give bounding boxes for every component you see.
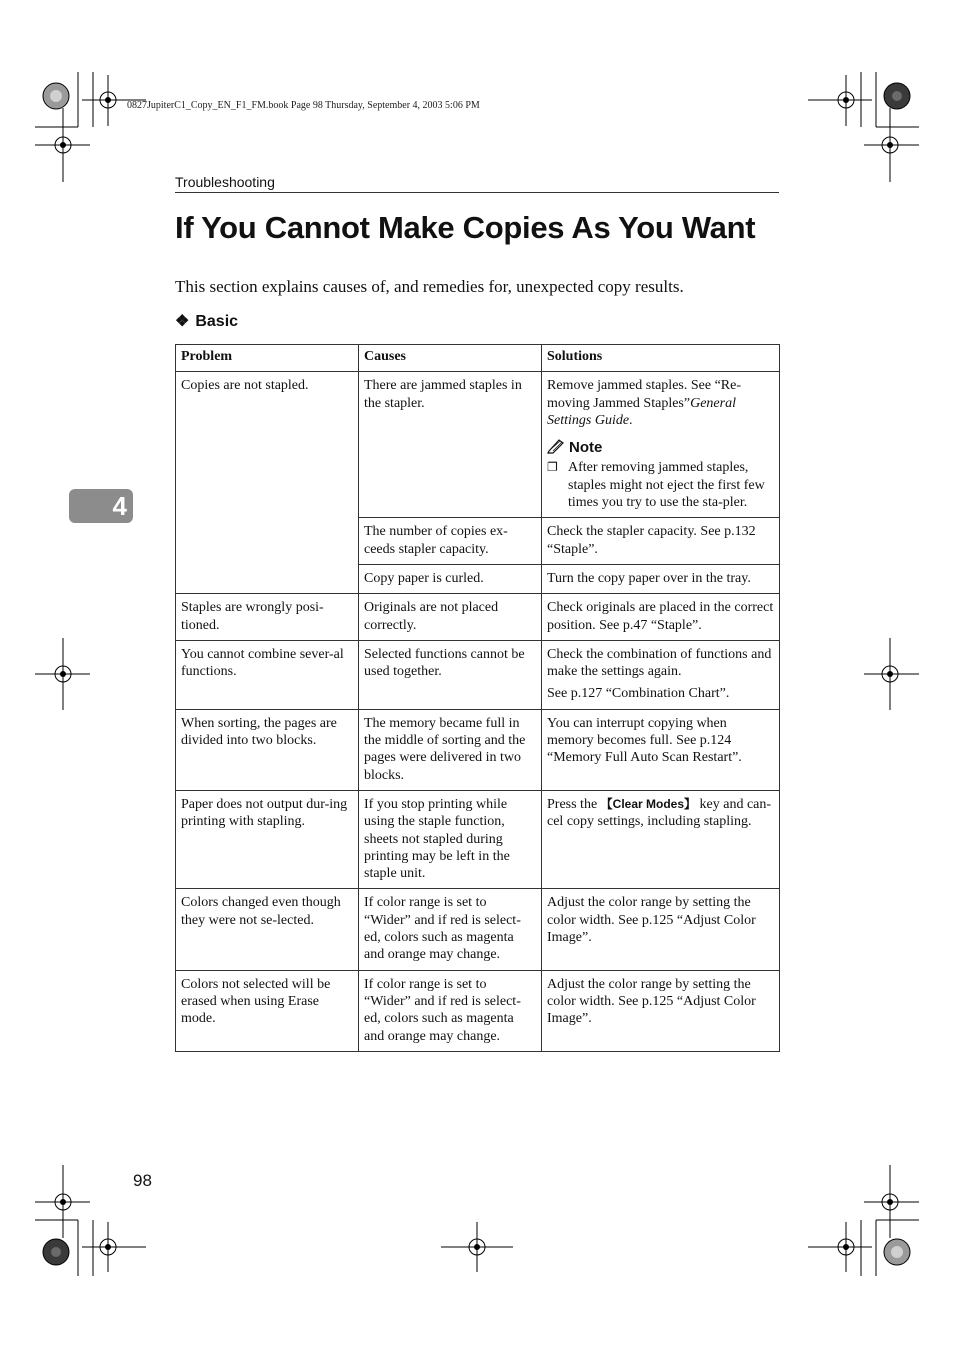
cause-cell: If color range is set to “Wider” and if red is select-ed, colors such as magenta and orange may change. bbox=[359, 889, 542, 970]
chapter-tab: 4 bbox=[69, 489, 133, 523]
header-causes: Causes bbox=[359, 345, 542, 372]
table-row bbox=[176, 790, 780, 888]
table-row bbox=[176, 970, 780, 1051]
cause-cell: There are jammed staples in the stapler. bbox=[359, 372, 542, 518]
solution-cell: Adjust the color range by setting the color width. See p.125 “Adjust Color Image”. bbox=[542, 889, 780, 970]
solution-cell: Check originals are placed in the correct position. See p.47 “Staple”. bbox=[542, 594, 780, 641]
problem-cell: Colors not selected will be erased when using Erase mode. bbox=[176, 970, 359, 1051]
page-number: 98 bbox=[133, 1171, 152, 1190]
page-title: If You Cannot Make Copies As You Want bbox=[175, 210, 756, 245]
cause-cell: If you stop printing while using the staple function, sheets not stapled during printing may be left in the staple unit. bbox=[359, 790, 542, 888]
solution-see-reference: See p.127 “Combination Chart”. bbox=[547, 686, 730, 702]
table-header-row bbox=[176, 345, 780, 372]
problem-cell: Colors changed even though they were not se-lected. bbox=[176, 889, 359, 970]
table-row bbox=[176, 640, 780, 709]
cause-cell: If color range is set to “Wider” and if red is select-ed, colors such as magenta and orange may change. bbox=[359, 970, 542, 1051]
cause-cell: Copy paper is curled. bbox=[359, 564, 542, 593]
cause-cell: Selected functions cannot be used together. bbox=[359, 640, 542, 709]
file-info: 0827JupiterC1_Copy_EN_F1_FM.book Page 98 Thursday, September 4, 2003 5:06 PM bbox=[127, 100, 480, 111]
section-heading bbox=[175, 311, 238, 331]
solution-cell bbox=[542, 790, 780, 888]
cause-cell: Originals are not placed correctly. bbox=[359, 594, 542, 641]
solution-cell: Check the stapler capacity. See p.132 “Staple”. bbox=[542, 518, 780, 565]
problem-cell: You cannot combine sever-al functions. bbox=[176, 640, 359, 709]
solution-text: Remove jammed staples. See “Re-moving Jammed Staples” bbox=[547, 378, 741, 411]
section-heading-label: Basic bbox=[195, 313, 239, 330]
cause-cell: The memory became full in the middle of sorting and the pages were delivered in two blocks. bbox=[359, 709, 542, 790]
header-problem: Problem bbox=[176, 345, 359, 372]
table-row bbox=[176, 889, 780, 970]
clear-modes-key-label: 【Clear Modes】 bbox=[600, 796, 697, 811]
problem-cell: Staples are wrongly posi-tioned. bbox=[176, 594, 359, 641]
note-label: Note bbox=[569, 439, 603, 457]
solution-text-post: key and can-cel copy settings, including stapling. bbox=[547, 796, 772, 830]
header-rule bbox=[175, 192, 779, 193]
problem-cell: When sorting, the pages are divided into two blocks. bbox=[176, 709, 359, 790]
solution-text-pre: Press the bbox=[547, 796, 601, 812]
solution-cell: Turn the copy paper over in the tray. bbox=[542, 564, 780, 593]
solution-end: . bbox=[629, 412, 633, 428]
note-heading bbox=[547, 438, 774, 456]
troubleshooting-table bbox=[175, 344, 780, 1052]
note-text: After removing jammed staples, staples might not eject the first few times you try to use the sta-pler. bbox=[568, 460, 765, 511]
table-row bbox=[176, 709, 780, 790]
checkbox-bullet-icon: ❐ bbox=[547, 460, 558, 475]
problem-cell: Copies are not stapled. bbox=[176, 372, 359, 594]
problem-cell: Paper does not output dur-ing printing with stapling. bbox=[176, 790, 359, 888]
table-row bbox=[176, 594, 780, 641]
manual-reference: General Settings Guide bbox=[547, 395, 736, 428]
diamond-bullet-icon: ❖ bbox=[175, 313, 190, 330]
header-solutions: Solutions bbox=[542, 345, 780, 372]
solution-cell bbox=[542, 640, 780, 709]
solution-cell bbox=[542, 372, 780, 518]
running-header: Troubleshooting bbox=[175, 174, 275, 190]
solution-cell: Adjust the color range by setting the color width. See p.125 “Adjust Color Image”. bbox=[542, 970, 780, 1051]
intro-text: This section explains causes of, and remedies for, unexpected copy results. bbox=[175, 277, 684, 296]
solution-cell: You can interrupt copying when memory becomes full. See p.124 “Memory Full Auto Scan Restart”. bbox=[542, 709, 780, 790]
pencil-note-icon bbox=[547, 438, 565, 454]
table-row bbox=[176, 372, 780, 518]
solution-text: Check the combination of functions and make the settings again. bbox=[547, 646, 772, 680]
note-item bbox=[547, 459, 774, 511]
cause-cell: The number of copies ex-ceeds stapler capacity. bbox=[359, 518, 542, 565]
